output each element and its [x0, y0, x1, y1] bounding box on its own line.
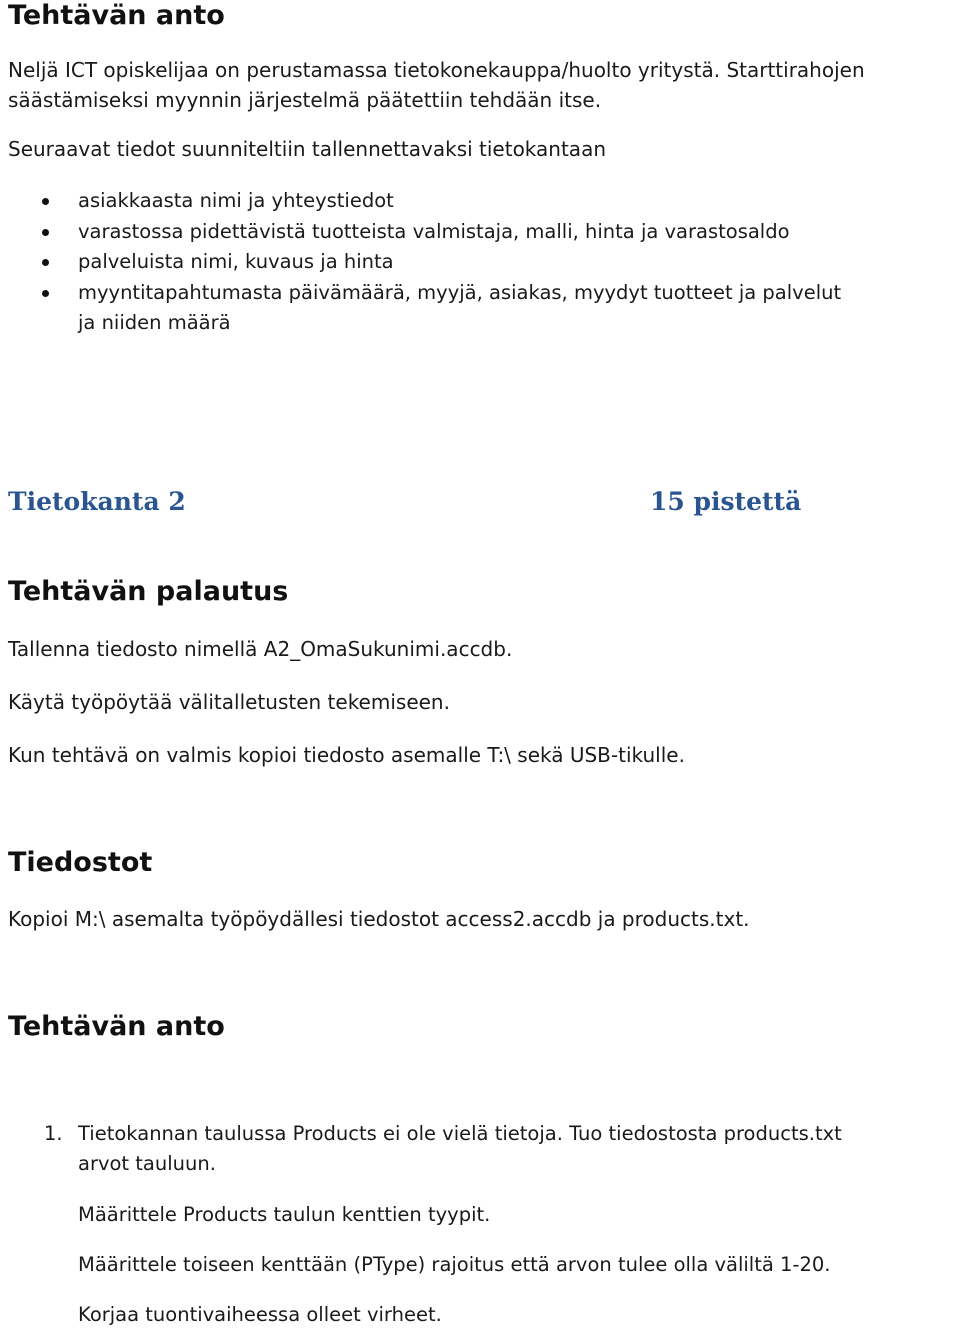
sub-instruction: Korjaa tuontivaiheessa olleet virheet.	[78, 1303, 442, 1326]
intro-line-1: Neljä ICT opiskelijaa on perustamassa tietokonekauppa/huolto yritystä. Starttirahojen	[8, 58, 865, 82]
bullet-icon	[42, 290, 49, 297]
bullet-icon	[42, 198, 49, 205]
list-item-continuation: ja niiden määrä	[78, 311, 231, 334]
list-item: myyntitapahtumasta päivämäärä, myyjä, asiakas, myydyt tuotteet ja palvelut	[78, 281, 842, 304]
lead-text: Seuraavat tiedot suunniteltiin tallennettavaksi tietokantaan	[8, 137, 606, 161]
list-item: varastossa pidettävistä tuotteista valmistaja, malli, hinta ja varastosaldo	[78, 220, 790, 243]
intro-line-2: säästämiseksi myynnin järjestelmä päätettiin tehdään itse.	[8, 88, 602, 112]
sub-instruction: Määrittele toiseen kenttään (PType) rajoitus että arvon tulee olla väliltä 1-20.	[78, 1253, 831, 1276]
task-title: Tietokanta 2	[8, 487, 186, 516]
task-points: 15 pistettä	[650, 487, 802, 516]
item-number: 1.	[44, 1122, 63, 1145]
item-line: arvot tauluun.	[78, 1152, 216, 1175]
sub-instruction: Määrittele Products taulun kenttien tyypit.	[78, 1203, 491, 1226]
submission-line: Tallenna tiedosto nimellä A2_OmaSukunimi.accdb.	[8, 637, 513, 661]
bullet-icon	[42, 229, 49, 236]
submission-line: Käytä työpöytää välitalletusten tekemiseen.	[8, 690, 450, 714]
section-heading-submission: Tehtävän palautus	[8, 576, 289, 607]
section-heading-task-2: Tehtävän anto	[8, 1011, 225, 1042]
section-heading-task: Tehtävän anto	[8, 0, 225, 31]
item-line: Tietokannan taulussa Products ei ole vielä tietoja. Tuo tiedostosta products.txt	[78, 1122, 842, 1145]
files-line: Kopioi M:\ asemalta työpöydällesi tiedostot access2.accdb ja products.txt.	[8, 907, 750, 931]
list-item: palveluista nimi, kuvaus ja hinta	[78, 250, 394, 273]
submission-line: Kun tehtävä on valmis kopioi tiedosto asemalle T:\ sekä USB-tikulle.	[8, 743, 685, 767]
bullet-icon	[42, 259, 49, 266]
list-item: asiakkaasta nimi ja yhteystiedot	[78, 189, 394, 212]
section-heading-files: Tiedostot	[8, 847, 153, 878]
